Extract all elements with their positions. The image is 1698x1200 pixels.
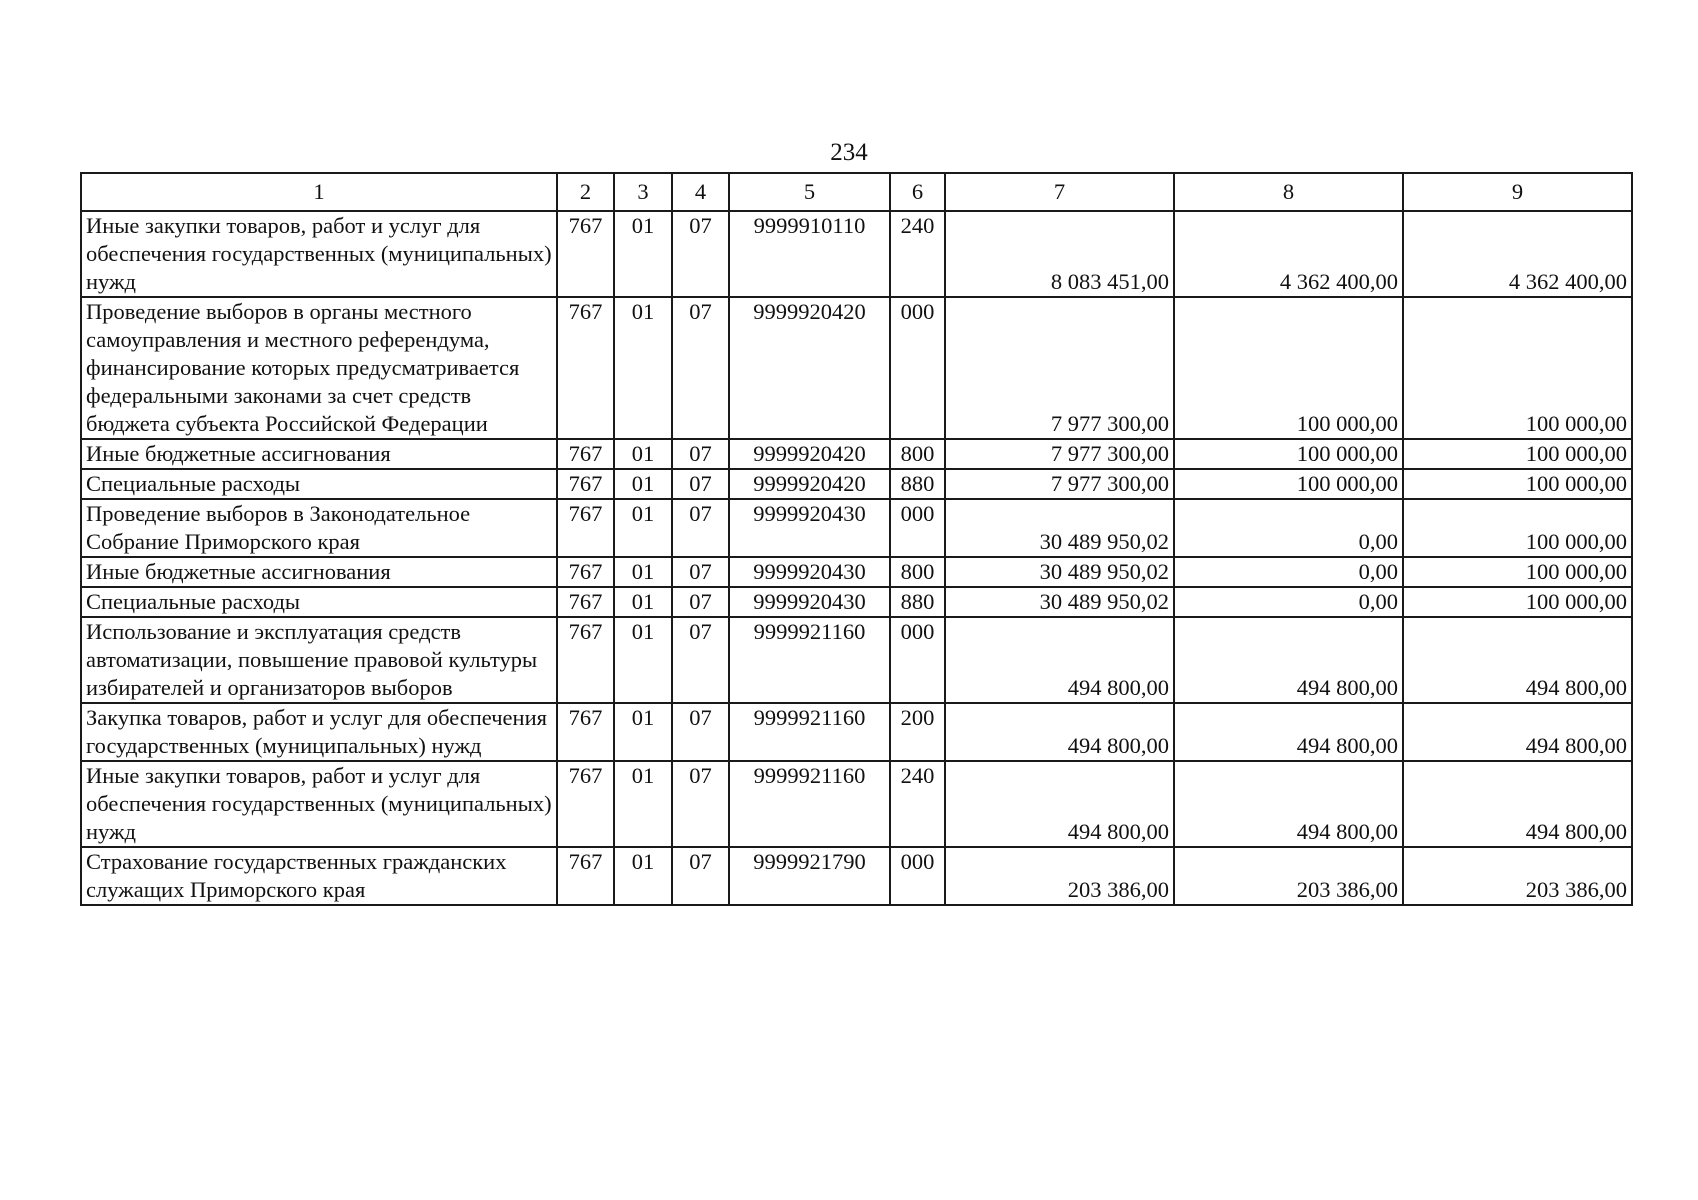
subsection-code-cell: 07 [672,297,729,439]
amount-cell-col7: 7 977 300,00 [945,439,1174,469]
subsection-code-cell: 07 [672,469,729,499]
table-row [81,703,1632,761]
amount-cell-col9: 494 800,00 [1403,761,1632,847]
table-body [81,211,1632,905]
subsection-code-cell: 07 [672,703,729,761]
target-item-code-cell: 9999920430 [729,587,890,617]
amount-cell-col8: 494 800,00 [1174,761,1403,847]
target-item-code-cell: 9999910110 [729,211,890,297]
table-row [81,211,1632,297]
expense-type-code-cell: 240 [890,761,945,847]
column-header-1: 1 [81,173,557,211]
subsection-code-cell: 07 [672,617,729,703]
column-header-7: 7 [945,173,1174,211]
department-code-cell: 767 [557,297,614,439]
target-item-code-cell: 9999920420 [729,297,890,439]
amount-cell-col7: 30 489 950,02 [945,499,1174,557]
section-code-cell: 01 [614,499,672,557]
expense-name-cell: Иные бюджетные ассигнования [81,557,557,587]
section-code-cell: 01 [614,847,672,905]
target-item-code-cell: 9999921160 [729,703,890,761]
column-header-9: 9 [1403,173,1632,211]
amount-cell-col8: 100 000,00 [1174,297,1403,439]
column-header-5: 5 [729,173,890,211]
subsection-code-cell: 07 [672,439,729,469]
amount-cell-col7: 203 386,00 [945,847,1174,905]
expense-name-cell: Использование и эксплуатация средств автоматизации, повышение правовой культуры избирателей и организаторов выборов [81,617,557,703]
amount-cell-col9: 100 000,00 [1403,557,1632,587]
section-code-cell: 01 [614,557,672,587]
amount-cell-col8: 203 386,00 [1174,847,1403,905]
expense-name-cell: Иные бюджетные ассигнования [81,439,557,469]
target-item-code-cell: 9999920420 [729,469,890,499]
department-code-cell: 767 [557,469,614,499]
table-row [81,761,1632,847]
expense-type-code-cell: 800 [890,557,945,587]
amount-cell-col9: 100 000,00 [1403,297,1632,439]
expense-type-code-cell: 800 [890,439,945,469]
table-header [81,173,1632,211]
table-row [81,469,1632,499]
section-code-cell: 01 [614,703,672,761]
subsection-code-cell: 07 [672,557,729,587]
header-row [81,173,1632,211]
department-code-cell: 767 [557,617,614,703]
table-row [81,439,1632,469]
amount-cell-col9: 203 386,00 [1403,847,1632,905]
amount-cell-col7: 8 083 451,00 [945,211,1174,297]
section-code-cell: 01 [614,469,672,499]
target-item-code-cell: 9999920420 [729,439,890,469]
expense-name-cell: Специальные расходы [81,587,557,617]
table-row [81,557,1632,587]
amount-cell-col8: 494 800,00 [1174,617,1403,703]
amount-cell-col8: 0,00 [1174,587,1403,617]
page-number: 234 [830,139,868,166]
amount-cell-col8: 0,00 [1174,557,1403,587]
amount-cell-col7: 30 489 950,02 [945,557,1174,587]
amount-cell-col7: 7 977 300,00 [945,297,1174,439]
expense-type-code-cell: 000 [890,847,945,905]
amount-cell-col8: 4 362 400,00 [1174,211,1403,297]
column-header-8: 8 [1174,173,1403,211]
expense-type-code-cell: 000 [890,499,945,557]
amount-cell-col8: 0,00 [1174,499,1403,557]
expense-type-code-cell: 880 [890,587,945,617]
department-code-cell: 767 [557,211,614,297]
expense-name-cell: Проведение выборов в органы местного самоуправления и местного референдума, финансирование которых предусматривается федеральными законами за счет средств бюджета субъекта Российской Федерации [81,297,557,439]
expense-name-cell: Иные закупки товаров, работ и услуг для обеспечения государственных (муниципальных) нужд [81,761,557,847]
section-code-cell: 01 [614,211,672,297]
amount-cell-col9: 494 800,00 [1403,617,1632,703]
amount-cell-col7: 494 800,00 [945,761,1174,847]
column-header-6: 6 [890,173,945,211]
table-row [81,499,1632,557]
department-code-cell: 767 [557,587,614,617]
target-item-code-cell: 9999921790 [729,847,890,905]
budget-table [80,172,1633,906]
expense-name-cell: Специальные расходы [81,469,557,499]
table-row [81,617,1632,703]
subsection-code-cell: 07 [672,211,729,297]
department-code-cell: 767 [557,439,614,469]
department-code-cell: 767 [557,703,614,761]
target-item-code-cell: 9999921160 [729,761,890,847]
amount-cell-col9: 100 000,00 [1403,469,1632,499]
column-header-2: 2 [557,173,614,211]
amount-cell-col7: 30 489 950,02 [945,587,1174,617]
subsection-code-cell: 07 [672,499,729,557]
department-code-cell: 767 [557,499,614,557]
amount-cell-col9: 4 362 400,00 [1403,211,1632,297]
table-row [81,297,1632,439]
amount-cell-col9: 100 000,00 [1403,587,1632,617]
department-code-cell: 767 [557,847,614,905]
expense-name-cell: Иные закупки товаров, работ и услуг для обеспечения государственных (муниципальных) нужд [81,211,557,297]
subsection-code-cell: 07 [672,761,729,847]
amount-cell-col8: 494 800,00 [1174,703,1403,761]
expense-type-code-cell: 000 [890,617,945,703]
amount-cell-col7: 7 977 300,00 [945,469,1174,499]
amount-cell-col7: 494 800,00 [945,617,1174,703]
expense-name-cell: Страхование государственных гражданских служащих Приморского края [81,847,557,905]
target-item-code-cell: 9999920430 [729,499,890,557]
column-header-3: 3 [614,173,672,211]
expense-type-code-cell: 240 [890,211,945,297]
section-code-cell: 01 [614,439,672,469]
table-row [81,847,1632,905]
section-code-cell: 01 [614,761,672,847]
table-row [81,587,1632,617]
subsection-code-cell: 07 [672,847,729,905]
amount-cell-col8: 100 000,00 [1174,469,1403,499]
column-header-4: 4 [672,173,729,211]
expense-name-cell: Проведение выборов в Законодательное Собрание Приморского края [81,499,557,557]
expense-name-cell: Закупка товаров, работ и услуг для обеспечения государственных (муниципальных) нужд [81,703,557,761]
expense-type-code-cell: 200 [890,703,945,761]
amount-cell-col9: 100 000,00 [1403,499,1632,557]
amount-cell-col7: 494 800,00 [945,703,1174,761]
section-code-cell: 01 [614,617,672,703]
section-code-cell: 01 [614,297,672,439]
department-code-cell: 767 [557,761,614,847]
target-item-code-cell: 9999920430 [729,557,890,587]
department-code-cell: 767 [557,557,614,587]
target-item-code-cell: 9999921160 [729,617,890,703]
amount-cell-col9: 100 000,00 [1403,439,1632,469]
expense-type-code-cell: 880 [890,469,945,499]
expense-type-code-cell: 000 [890,297,945,439]
amount-cell-col9: 494 800,00 [1403,703,1632,761]
amount-cell-col8: 100 000,00 [1174,439,1403,469]
section-code-cell: 01 [614,587,672,617]
subsection-code-cell: 07 [672,587,729,617]
